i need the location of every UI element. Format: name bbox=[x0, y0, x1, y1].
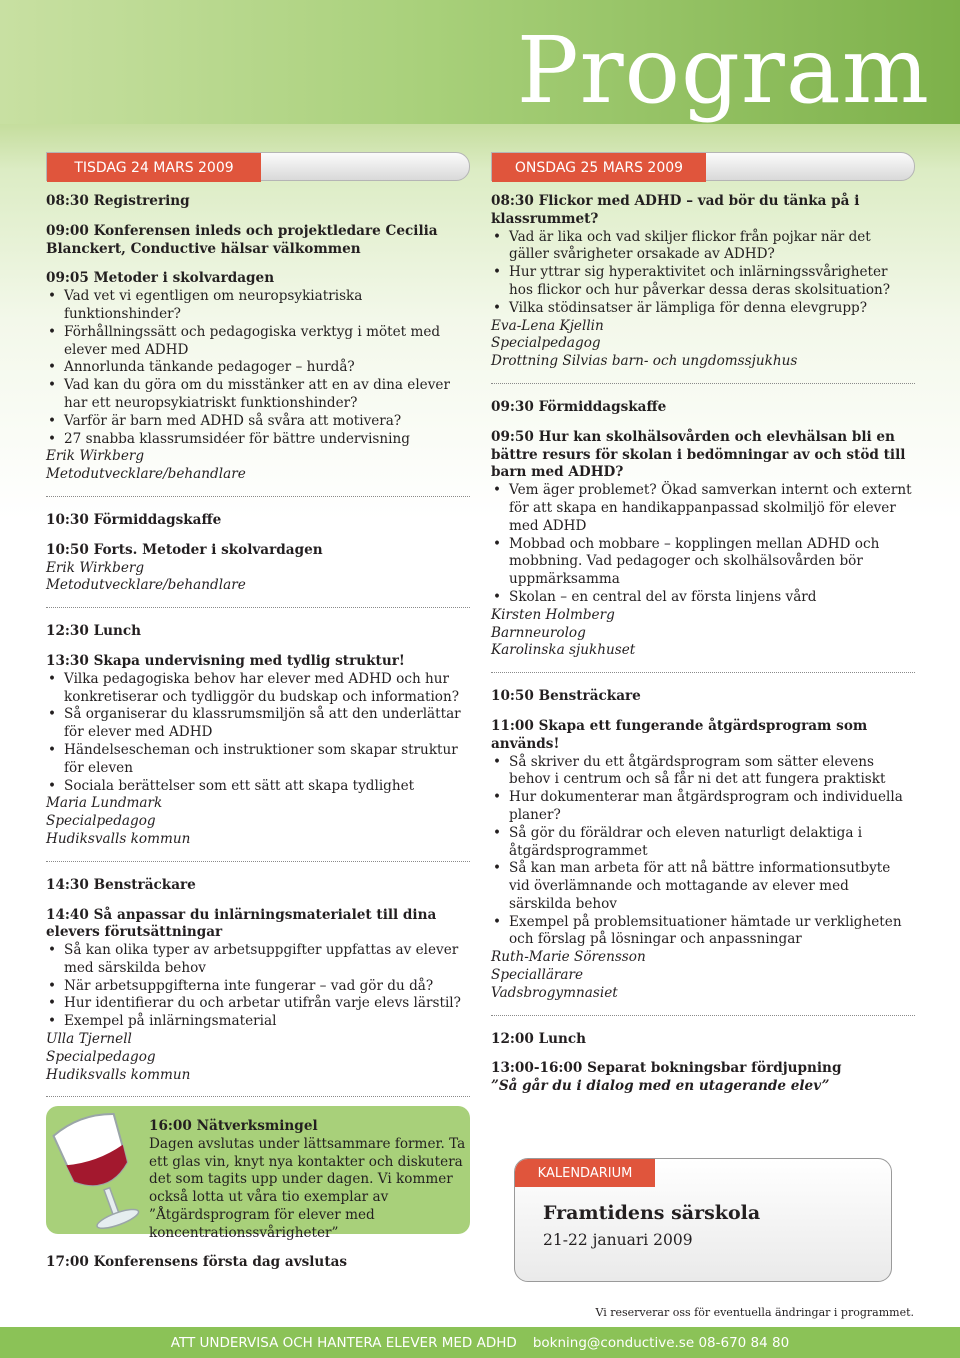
speaker-name: Erik Wirkberg bbox=[46, 559, 145, 576]
list-item: • Så gör du föräldrar och eleven naturligt delaktiga i åtgärdsprogrammet bbox=[491, 825, 915, 861]
networking-box bbox=[46, 1106, 470, 1241]
list-item: • Vilka pedagogiska behov har elever med ADHD och hur konkretiserar och tydliggör du budskap och information? bbox=[46, 671, 470, 707]
bullet-list bbox=[46, 942, 470, 1031]
networking-description: Dagen avslutas under lättsammare former. Ta ett glas vin, knyt nya kontakter och diskutera det som tagits upp under dagen. Vi kommer också lotta ut våra tio exemplar av ”Åtgärdsprogram för elever med koncentrationssvårigheter” bbox=[149, 1135, 466, 1241]
speaker-role: Specialpedagog bbox=[46, 813, 156, 830]
divider bbox=[46, 496, 470, 497]
list-item: • Så skriver du ett åtgärdsprogram som sätter elevens behov i centrum och så får ni det att fungera praktiskt bbox=[491, 754, 915, 790]
list-item: • Så organiserar du klassrumsmiljön så att den underlättar för elever med ADHD bbox=[46, 706, 470, 742]
list-item: • Så kan olika typer av arbetsuppgifter uppfattas av elever med särskilda behov bbox=[46, 942, 470, 978]
divider bbox=[46, 1096, 470, 1097]
list-item: • Hur yttrar sig hyperaktivitet och inlärningssvårigheter hos flickor och hur påverkar dessa deras skolsituation? bbox=[491, 264, 915, 300]
calendar-event-date: 21-22 januari 2009 bbox=[543, 1231, 693, 1249]
day-2-column bbox=[491, 152, 915, 1096]
speaker-role: Metodutvecklare/behandlare bbox=[46, 577, 246, 594]
session-lunch: 12:30 Lunch bbox=[46, 623, 142, 640]
list-item: • Mobbad och mobbare – kopplingen mellan ADHD och mobbning. Vad pedagoger och skolhälsovården bör uppmärksamma bbox=[491, 536, 915, 589]
speaker-org: Hudiksvalls kommun bbox=[46, 830, 191, 847]
session-girls-adhd: 08:30 Flickor med ADHD – vad bör du tänka på i klassrummet? • Vad är lika och vad skiljer flickor från pojkar när det gäller svårigheter orsakade av ADHD? • Hur yttrar sig hyperaktivitet och inlärningssvårigheter hos flickor och hur påverkar dessa deras skolsituation? • Vilka stödinsatser är lämpliga för denna elevgrupp? Eva-Lena Kjellin Specialpedagog Drottning Silvias barn- och ungdomssjukhus bbox=[491, 193, 915, 371]
speaker-org: Hudiksvalls kommun bbox=[46, 1066, 191, 1083]
divider bbox=[491, 1015, 915, 1016]
day-2-label: ONSDAG 25 MARS 2009 bbox=[492, 153, 706, 182]
divider bbox=[491, 672, 915, 673]
page-title: Program bbox=[516, 17, 930, 124]
divider bbox=[491, 383, 915, 384]
day-1-label: TISDAG 24 MARS 2009 bbox=[47, 153, 261, 182]
session-welcome: 09:00 Konferensen inleds och projektledare Cecilia Blanckert, Conductive hälsar välkommen bbox=[46, 222, 438, 257]
list-item: • Vad vet vi egentligen om neuropsykiatriska funktionshinder? bbox=[46, 288, 470, 324]
list-item: • Så kan man arbeta för att nå bättre informationsutbyte vid överlämnande och mottagande av elever med särskilda behov bbox=[491, 860, 915, 913]
speaker-name: Erik Wirkberg bbox=[46, 448, 145, 465]
list-item: • Skolan – en central del av första linjens vård bbox=[491, 589, 915, 607]
speaker-role: Specialpedagog bbox=[491, 335, 601, 352]
list-item: • Varför är barn med ADHD så svåra att motivera? bbox=[46, 413, 470, 431]
session-subtitle: ”Så går du i dialog med en utagerande elev” bbox=[491, 1078, 830, 1095]
divider bbox=[46, 861, 470, 862]
list-item: • Exempel på inlärningsmaterial bbox=[46, 1013, 470, 1031]
speaker-name: Ruth-Marie Sörensson bbox=[491, 949, 646, 966]
speaker-role: Speciallärare bbox=[491, 967, 584, 984]
list-item: • Vad kan du göra om du misstänker att en av dina elever har ett neuropsykiatriskt funktionshinder? bbox=[46, 377, 470, 413]
footer-contact[interactable]: bokning@conductive.se 08-670 84 80 bbox=[532, 1334, 790, 1351]
calendar-event-title: Framtidens särskola bbox=[543, 1202, 761, 1224]
list-item: • Vem äger problemet? Ökad samverkan internt och externt för att skapa en handikappanpassad skolmiljö för elever med ADHD bbox=[491, 482, 915, 535]
list-item: • Vad är lika och vad skiljer flickor från pojkar när det gäller svårigheter orsakade av ADHD? bbox=[491, 229, 915, 265]
session-stretch: 14:30 Bensträckare bbox=[46, 876, 196, 893]
wine-glass-icon bbox=[50, 1110, 160, 1234]
session-registration: 08:30 Registrering bbox=[46, 193, 190, 209]
list-item: • Hur dokumenterar man åtgärdsprogram och individuella planer? bbox=[491, 789, 915, 825]
disclaimer: Vi reserverar oss för eventuella ändringar i programmet. bbox=[595, 1306, 914, 1319]
list-item: • Exempel på problemsituationer hämtade ur verkligheten och förslag på lösningar och anpassningar bbox=[491, 914, 915, 950]
list-item: • Annorlunda tänkande pedagoger – hurdå? bbox=[46, 359, 470, 377]
day-1-column bbox=[46, 152, 470, 1112]
calendar-box bbox=[514, 1158, 892, 1282]
session-stretch: 10:50 Bensträckare bbox=[491, 688, 641, 705]
bullet-list bbox=[46, 288, 470, 448]
session-methods: 09:05 Metoder i skolvardagen • Vad vet vi egentligen om neuropsykiatriska funktionshinder? • Förhållningssätt och pedagogiska verktyg i mötet med elever med ADHD • Annorlunda tänkande pedagoger – hurdå? • Vad kan du göra om du misstänker att en av dina elever har ett neuropsykiatriskt funktionshinder? • Varför är barn med ADHD så svåra att motivera? • 27 snabba klassrumsidéer för bättre undervisning Erik Wirkberg Metodutvecklare/behandlare bbox=[46, 270, 470, 484]
list-item: • Förhållningssätt och pedagogiska verktyg i mötet med elever med ADHD bbox=[46, 324, 470, 360]
speaker-org: Drottning Silvias barn- och ungdomssjukhus bbox=[491, 353, 798, 370]
speaker-role: Specialpedagog bbox=[46, 1048, 156, 1065]
session-coffee: 10:30 Förmiddagskaffe bbox=[46, 511, 222, 528]
session-methods-continued: 10:50 Forts. Metoder i skolvardagen Erik Wirkberg Metodutvecklare/behandlare bbox=[46, 542, 470, 595]
day-2-tab bbox=[491, 152, 915, 181]
networking-title: 16:00 Nätverksmingel bbox=[149, 1118, 318, 1134]
bullet-list bbox=[491, 754, 915, 950]
list-item: • Händelsescheman och instruktioner som skapar struktur för eleven bbox=[46, 742, 470, 778]
list-item: • När arbetsuppgifterna inte fungerar – vad gör du då? bbox=[46, 978, 470, 996]
session-school-health: 09:50 Hur kan skolhälsovården och elevhälsan bli en bättre resurs för skolan i bedömningar av och stöd till barn med ADHD? • Vem äger problemet? Ökad samverkan internt och externt för att skapa en handikappanpassad skolmiljö för elever med ADHD • Mobbad och mobbare – kopplingen mellan ADHD och mobbning. Vad pedagoger och skolhälsovården bör uppmärksamma • Skolan – en central del av första linjens vård Kirsten Holmberg Barnneurolog Karolinska sjukhuset bbox=[491, 429, 915, 660]
session-deep-dive: 13:00-16:00 Separat bokningsbar fördjupning ”Så går du i dialog med en utagerande elev” bbox=[491, 1060, 915, 1096]
speaker-name: Ulla Tjernell bbox=[46, 1031, 132, 1048]
speaker-role: Barnneurolog bbox=[491, 624, 586, 641]
speaker-org: Vadsbrogymnasiet bbox=[491, 984, 618, 1001]
list-item: • Hur identifierar du och arbetar utifrån varje elevs lärstil? bbox=[46, 995, 470, 1013]
divider bbox=[46, 607, 470, 608]
footer-bar bbox=[0, 1327, 960, 1358]
session-coffee: 09:30 Förmiddagskaffe bbox=[491, 398, 667, 415]
footer-title: ATT UNDERVISA OCH HANTERA ELEVER MED ADHD bbox=[170, 1334, 517, 1351]
speaker-name: Kirsten Holmberg bbox=[491, 606, 615, 623]
bullet-list bbox=[491, 482, 915, 607]
list-item: • Sociala berättelser som ett sätt att skapa tydlighet bbox=[46, 778, 470, 796]
list-item: • 27 snabba klassrumsidéer för bättre undervisning bbox=[46, 431, 470, 449]
session-lunch: 12:00 Lunch bbox=[491, 1030, 587, 1047]
speaker-name: Maria Lundmark bbox=[46, 795, 163, 812]
list-item: • Vilka stödinsatser är lämpliga för denna elevgrupp? bbox=[491, 300, 915, 318]
closing-note: 17:00 Konferensens första dag avslutas bbox=[46, 1254, 348, 1270]
bullet-list bbox=[491, 229, 915, 318]
speaker-org: Karolinska sjukhuset bbox=[491, 642, 636, 659]
speaker-name: Eva-Lena Kjellin bbox=[491, 317, 604, 334]
day-1-tab bbox=[46, 152, 470, 181]
session-structure: 13:30 Skapa undervisning med tydlig struktur! • Vilka pedagogiska behov har elever med ADHD och hur konkretiserar och tydliggör du budskap och information? • Så organiserar du klassrumsmiljön så att den underlättar för elever med ADHD • Händelsescheman och instruktioner som skapar struktur för eleven • Sociala berättelser som ett sätt att skapa tydlighet Maria Lundmark Specialpedagog Hudiksvalls kommun bbox=[46, 653, 470, 849]
session-action-program: 11:00 Skapa ett fungerande åtgärdsprogram som används! • Så skriver du ett åtgärdsprogram som sätter elevens behov i centrum och så får ni det att fungera praktiskt • Hur dokumenterar man åtgärdsprogram och individuella planer? • Så gör du föräldrar och eleven naturligt delaktiga i åtgärdsprogrammet • Så kan man arbeta för att nå bättre informationsutbyte vid överlämnande och mottagande av elever med särskilda behov • Exempel på problemsituationer hämtade ur verkligheten och förslag på lösningar och anpassningar Ruth-Marie Sörensson Speciallärare Vadsbrogymnasiet bbox=[491, 718, 915, 1003]
session-materials: 14:40 Så anpassar du inlärningsmaterialet till dina elevers förutsättningar • Så kan olika typer av arbetsuppgifter uppfattas av elever med särskilda behov • När arbetsuppgifterna inte fungerar – vad gör du då? • Hur identifierar du och arbetar utifrån varje elevs lärstil? • Exempel på inlärningsmaterial Ulla Tjernell Specialpedagog Hudiksvalls kommun bbox=[46, 907, 470, 1085]
bullet-list bbox=[46, 671, 470, 796]
networking-text bbox=[149, 1118, 469, 1243]
calendar-tab: KALENDARIUM bbox=[515, 1159, 655, 1187]
speaker-role: Metodutvecklare/behandlare bbox=[46, 466, 246, 483]
